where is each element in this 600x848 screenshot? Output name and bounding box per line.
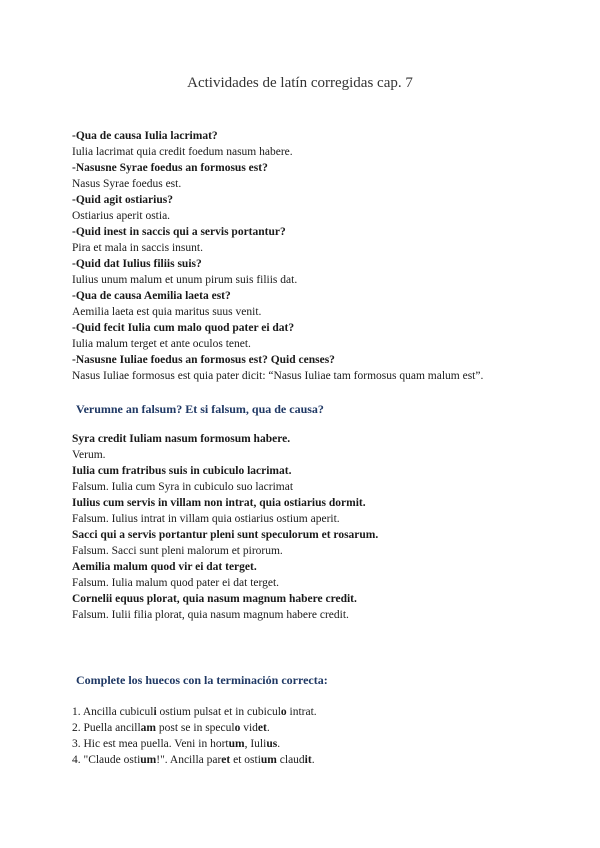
answer-line: Falsum. Sacci sunt pleni malorum et pirorum.	[72, 545, 283, 557]
section-heading-fill-gaps: Complete los huecos con la terminación correcta:	[76, 673, 328, 687]
filled-ending: o	[234, 722, 241, 734]
exercise-text: 2. Puella ancill	[72, 722, 141, 734]
exercise-line	[72, 736, 572, 752]
answer-line: Falsum. Iulius intrat in villam quia ostiarius ostium aperit.	[72, 513, 340, 525]
filled-ending: um	[140, 754, 157, 766]
question-line: -Quid inest in saccis qui a servis portantur?	[72, 226, 286, 238]
question-line: -Qua de causa Iulia lacrimat?	[72, 130, 218, 142]
exercise-line	[72, 752, 572, 768]
exercise-text: 4. "Claude osti	[72, 754, 141, 766]
answer-line: Aemilia laeta est quia maritus suus venit.	[72, 306, 262, 318]
answer-line: Pira et mala in saccis insunt.	[72, 242, 203, 254]
answer-line: Nasus Syrae foedus est.	[72, 178, 182, 190]
filled-ending: um	[228, 738, 245, 750]
answer-line: Falsum. Iulia cum Syra in cubiculo suo lacrimat	[72, 481, 294, 493]
question-line: -Qua de causa Aemilia laeta est?	[72, 290, 231, 302]
exercise-line	[72, 704, 572, 720]
exercise-text: , Iuli	[244, 738, 267, 750]
question-line: Iulia cum fratribus suis in cubiculo lacrimat.	[72, 465, 292, 477]
question-line: -Nasusne Syrae foedus an formosus est?	[72, 162, 268, 174]
exercise-text: vid	[240, 722, 258, 734]
answer-line: Falsum. Iulii filia plorat, quia nasum magnum habere credit.	[72, 609, 349, 621]
exercise-text: post se in specul	[156, 722, 235, 734]
exercise-line	[72, 720, 572, 736]
filled-ending: i	[153, 706, 157, 718]
answer-line: Iulia malum terget et ante oculos tenet.	[72, 338, 251, 350]
filled-ending: et	[221, 754, 231, 766]
filled-ending: us	[266, 738, 278, 750]
section-heading-true-false: Verumne an falsum? Et si falsum, qua de causa?	[76, 402, 324, 416]
exercise-text: ostium pulsat et in cubicul	[156, 706, 281, 718]
questions-section	[72, 128, 572, 384]
exercise-text: intrat.	[286, 706, 317, 718]
question-line: -Quid agit ostiarius?	[72, 194, 173, 206]
fill-gaps-section	[72, 704, 572, 768]
exercise-text: et osti	[230, 754, 261, 766]
true-false-section	[72, 431, 572, 623]
exercise-text: !". Ancilla par	[156, 754, 222, 766]
question-line: -Quid fecit Iulia cum malo quod pater ei dat?	[72, 322, 295, 334]
question-line: -Nasusne Iuliae foedus an formosus est? Quid censes?	[72, 354, 335, 366]
question-line: -Quid dat Iulius filiis suis?	[72, 258, 202, 270]
exercise-text: .	[311, 754, 315, 766]
exercise-text: 1. Ancilla cubicul	[72, 706, 154, 718]
question-line: Sacci qui a servis portantur pleni sunt speculorum et rosarum.	[72, 529, 379, 541]
answer-line: Nasus Iuliae formosus est quia pater dicit: “Nasus Iuliae tam formosus quam malum est”.	[72, 370, 484, 382]
question-line: Syra credit Iuliam nasum formosum habere.	[72, 433, 291, 445]
answer-line: Iulia lacrimat quia credit foedum nasum habere.	[72, 146, 293, 158]
question-line: Cornelii equus plorat, quia nasum magnum habere credit.	[72, 593, 357, 605]
answer-line: Ostiarius aperit ostia.	[72, 210, 171, 222]
answer-line: Iulius unum malum et unum pirum suis filiis dat.	[72, 274, 298, 286]
filled-ending: it	[304, 754, 312, 766]
page-title: Actividades de latín corregidas cap. 7	[187, 75, 413, 91]
exercise-text: .	[266, 722, 270, 734]
question-line: Aemilia malum quod vir ei dat terget.	[72, 561, 257, 573]
exercise-text: .	[277, 738, 281, 750]
answer-line: Falsum. Iulia malum quod pater ei dat terget.	[72, 577, 280, 589]
filled-ending: et	[257, 722, 267, 734]
exercise-text: 3. Hic est mea puella. Veni in hort	[72, 738, 229, 750]
question-line: Iulius cum servis in villam non intrat, quia ostiarius dormit.	[72, 497, 366, 509]
exercise-text: claud	[276, 754, 305, 766]
filled-ending: am	[140, 722, 157, 734]
answer-line: Verum.	[72, 449, 106, 461]
filled-ending: o	[280, 706, 287, 718]
filled-ending: um	[260, 754, 277, 766]
